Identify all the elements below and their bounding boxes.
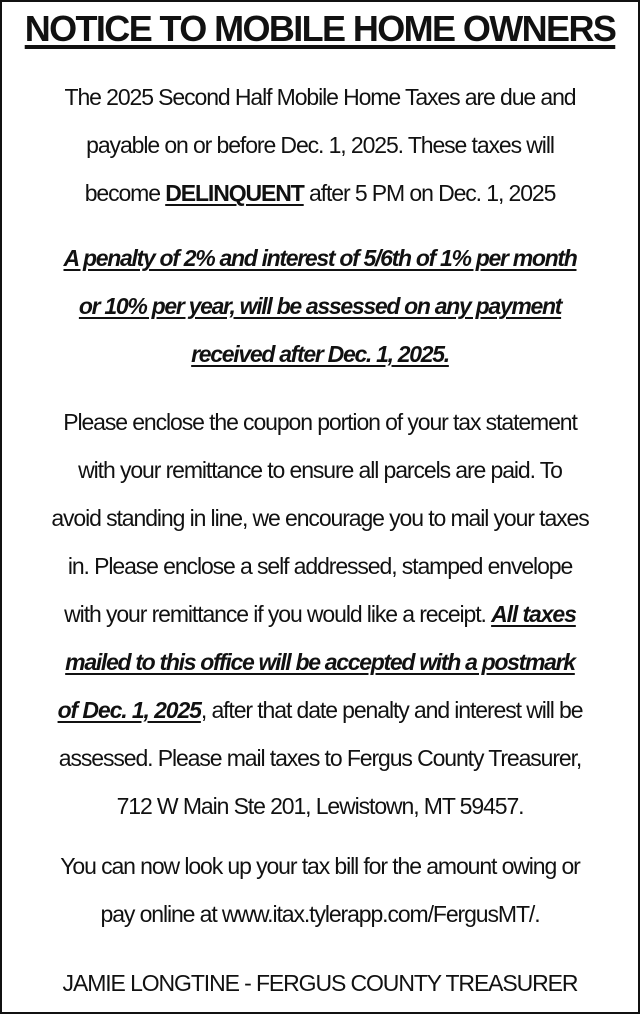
text: pay online at www.itax.tylerapp.com/FergusMT/. [100, 901, 540, 927]
mailing-address [6, 791, 634, 821]
instructions-line-4 [6, 551, 634, 581]
text: A penalty of 2% and interest of 5/6th of 1% per month [63, 245, 577, 271]
instructions-line-2 [6, 455, 634, 485]
due-line-2 [6, 130, 634, 160]
text: received after Dec. 1, 2025. [191, 341, 449, 367]
instructions-line-1 [6, 407, 634, 437]
penalty-line-1 [6, 243, 634, 273]
instructions-line-7 [6, 695, 634, 725]
treasurer-signature [6, 968, 634, 998]
postmark-emphasis: All taxes [491, 601, 576, 627]
instructions-line-5 [6, 599, 634, 629]
text: payable on or before Dec. 1, 2025. These taxes will [86, 132, 554, 158]
text: 712 W Main Ste 201, Lewistown, MT 59457. [116, 793, 524, 819]
postmark-emphasis: mailed to this office will be accepted with a postmark [65, 649, 575, 675]
title-text: NOTICE TO MOBILE HOME OWNERS [24, 8, 616, 49]
text: after 5 PM on Dec. 1, 2025 [303, 180, 556, 206]
text: or 10% per year, will be assessed on any payment [78, 293, 562, 319]
instructions-line-3 [6, 503, 634, 533]
instructions-line-6 [6, 647, 634, 677]
text-wrap [64, 601, 576, 627]
text: JAMIE LONGTINE - FERGUS COUNTY TREASURER [62, 970, 578, 996]
text: avoid standing in line, we encourage you to mail your taxes [51, 505, 589, 531]
text: with your remittance if you would like a receipt. [64, 601, 492, 627]
due-line-1 [6, 82, 634, 112]
online-line-2 [6, 899, 634, 929]
text-wrap [85, 180, 556, 206]
text: assessed. Please mail taxes to Fergus County Treasurer, [58, 745, 582, 771]
text: Please enclose the coupon portion of your tax statement [63, 409, 577, 435]
text: in. Please enclose a self addressed, stamped envelope [67, 553, 573, 579]
text: You can now look up your tax bill for the amount owing or [60, 853, 580, 879]
text: become [84, 180, 166, 206]
notice-title [6, 6, 634, 52]
due-line-3 [6, 178, 634, 208]
penalty-line-3 [6, 339, 634, 369]
text: The 2025 Second Half Mobile Home Taxes are due and [64, 84, 576, 110]
online-line-1 [6, 851, 634, 881]
text: , after that date penalty and interest will be [200, 697, 583, 723]
postmark-emphasis: of Dec. 1, 2025 [57, 697, 201, 723]
text: with your remittance to ensure all parcels are paid. To [78, 457, 562, 483]
delinquent-emphasis: DELINQUENT [165, 180, 304, 206]
instructions-line-8 [6, 743, 634, 773]
text-wrap [58, 697, 583, 723]
penalty-line-2 [6, 291, 634, 321]
